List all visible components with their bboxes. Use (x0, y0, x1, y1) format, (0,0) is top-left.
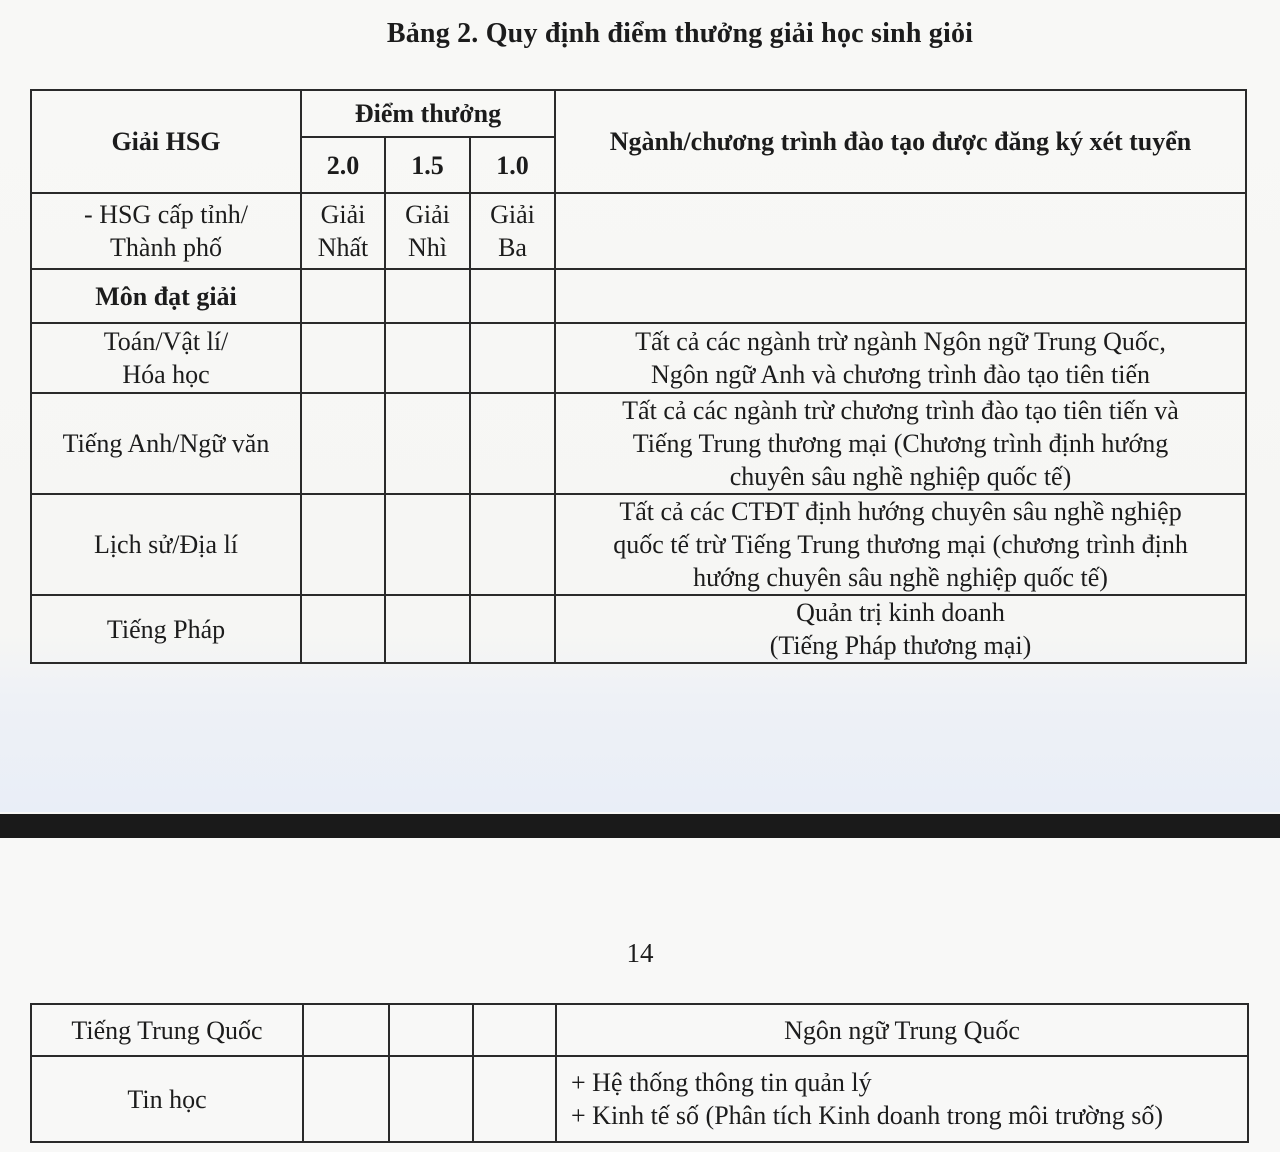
program-line: (Tiếng Pháp thương mại) (769, 631, 1032, 660)
program-line: Tất cả các CTĐT định hướng chuyên sâu nghề nghiệp (619, 497, 1182, 526)
empty-cell (385, 595, 470, 663)
program-cell (555, 323, 1246, 393)
empty-cell (301, 393, 385, 494)
empty-cell (470, 269, 555, 323)
prize-cell (301, 193, 385, 269)
prize-line: Nhì (408, 233, 447, 262)
program-cell (556, 1056, 1248, 1142)
prize-line: Nhất (317, 233, 369, 262)
program-bullet: + Kinh tế số (Phân tích Kinh doanh trong môi trường số) (571, 1101, 1164, 1130)
empty-cell (470, 494, 555, 595)
prize-line: Giải (405, 200, 450, 229)
empty-cell (385, 323, 470, 393)
header-diem-thuong: Điểm thưởng (301, 90, 555, 137)
header-point: 1.5 (385, 137, 470, 193)
empty-cell (385, 269, 470, 323)
program-bullet: + Hệ thống thông tin quản lý (571, 1068, 872, 1097)
prize-cell (470, 193, 555, 269)
award-points-table-continued (30, 1003, 1249, 1143)
empty-cell (473, 1056, 556, 1142)
page-divider (0, 814, 1280, 838)
table-title: Bảng 2. Quy định điểm thưởng giải học sinh giỏi (386, 18, 974, 49)
subject-cell: Tiếng Anh/Ngữ văn (31, 393, 301, 494)
empty-cell (303, 1056, 389, 1142)
subject-cell: Lịch sử/Địa lí (31, 494, 301, 595)
subject-cell (31, 323, 301, 393)
program-line: Tất cả các ngành trừ chương trình đào tạo tiên tiến và (622, 396, 1179, 425)
header-nganh: Ngành/chương trình đào tạo được đăng ký xét tuyển (555, 90, 1246, 193)
empty-cell (301, 595, 385, 663)
program-line: chuyên sâu nghề nghiệp quốc tế) (729, 462, 1072, 491)
header-point: 1.0 (470, 137, 555, 193)
program-line: quốc tế trừ Tiếng Trung thương mại (chương trình định (613, 530, 1188, 559)
level-label (31, 193, 301, 269)
program-line: Tiếng Trung thương mại (Chương trình định hướng (632, 429, 1169, 458)
header-point: 2.0 (301, 137, 385, 193)
empty-cell (473, 1004, 556, 1056)
empty-cell (389, 1004, 473, 1056)
award-points-table (30, 89, 1247, 664)
program-cell (555, 494, 1246, 595)
program-line: Quản trị kinh doanh (796, 598, 1005, 627)
mon-dat-giai-label: Môn đạt giải (31, 269, 301, 323)
empty-cell (301, 269, 385, 323)
prize-line: Giải (320, 200, 366, 229)
program-line: hướng chuyên sâu nghề nghiệp quốc tế) (693, 563, 1108, 592)
empty-cell (470, 393, 555, 494)
prize-line: Ba (498, 233, 527, 262)
prize-cell (385, 193, 470, 269)
program-line: Ngôn ngữ Anh và chương trình đào tạo tiên tiến (651, 360, 1151, 389)
program-line: Tất cả các ngành trừ ngành Ngôn ngữ Trung Quốc, (635, 327, 1166, 356)
empty-cell (389, 1056, 473, 1142)
subject-cell: Tin học (31, 1056, 303, 1142)
empty-cell (470, 595, 555, 663)
empty-cell (385, 494, 470, 595)
level-label-line: Thành phố (110, 233, 222, 262)
header-giai-hsg: Giải HSG (31, 90, 301, 193)
empty-cell (385, 393, 470, 494)
level-label-line: - HSG cấp tỉnh/ (84, 200, 248, 229)
empty-cell (555, 193, 1246, 269)
empty-cell (470, 323, 555, 393)
subject-line: Hóa học (122, 360, 210, 389)
program-cell: Ngôn ngữ Trung Quốc (556, 1004, 1248, 1056)
subject-line: Toán/Vật lí/ (103, 327, 229, 356)
empty-cell (301, 323, 385, 393)
empty-cell (555, 269, 1246, 323)
prize-line: Giải (490, 200, 535, 229)
subject-cell: Tiếng Trung Quốc (31, 1004, 303, 1056)
empty-cell (301, 494, 385, 595)
page-number: 14 (626, 938, 654, 968)
empty-cell (303, 1004, 389, 1056)
subject-cell: Tiếng Pháp (31, 595, 301, 663)
program-cell (555, 595, 1246, 663)
program-cell (555, 393, 1246, 494)
